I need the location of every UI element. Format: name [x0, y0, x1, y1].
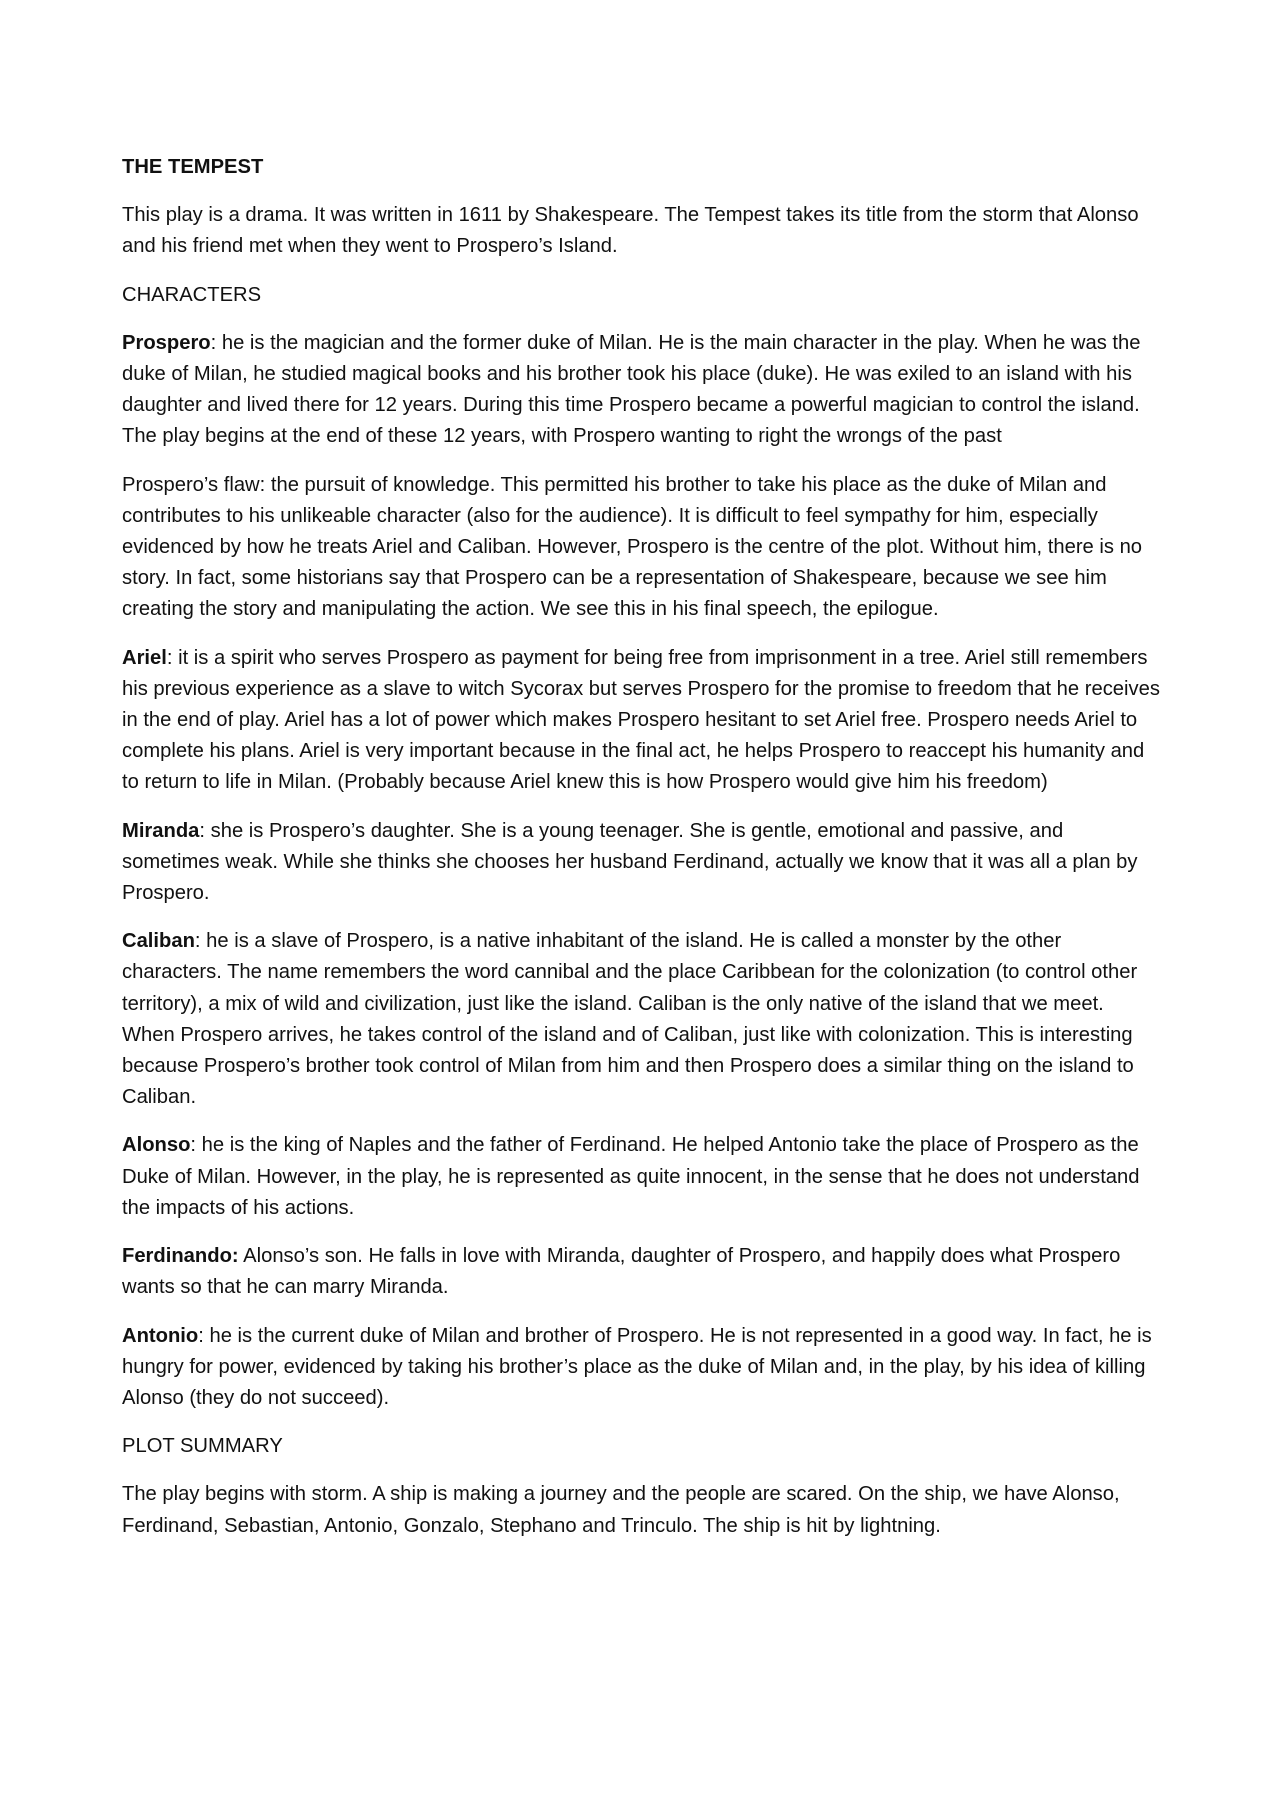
character-description-antonio: he is the current duke of Milan and brother of Prospero. He is not represented in a good way. In fact, he is hungry for power, evidenced by taking his brother’s place as the duke of Milan and, in the play, by his idea of killing Alonso (they do not succeed).	[122, 1324, 1152, 1409]
character-name-miranda: Miranda	[122, 819, 200, 842]
character-paragraph-alonso	[122, 1130, 1162, 1224]
intro-paragraph: This play is a drama. It was written in 1611 by Shakespeare. The Tempest takes its title from the storm that Alonso and his friend met when they went to Prospero’s Island.	[122, 204, 1139, 258]
character-name-caliban: Caliban	[122, 930, 195, 953]
character-separator: :	[190, 1134, 202, 1157]
character-paragraph-ariel	[122, 643, 1162, 799]
character-paragraph-miranda	[122, 816, 1162, 910]
document-title: THE TEMPEST	[122, 156, 264, 178]
character-description-ariel: it is a spirit who serves Prospero as payment for being free from imprisonment in a tree. Ariel still remembers his previous experience as a slave to witch Sycorax but serves Prospero for the promise to freedom that he receives in the end of play. Ariel has a lot of power which makes Prospero hesitant to set Ariel free. Prospero needs Ariel to complete his plans. Ariel is very important because in the final act, he helps Prospero to reaccept his humanity and to return to life in Milan. (Probably because Ariel knew this is how Prospero would give him his freedom)	[122, 646, 1160, 794]
character-separator: :	[198, 1324, 210, 1347]
character-separator: :	[166, 646, 179, 669]
character-name-prospero: Prospero	[122, 331, 211, 354]
prospero-flaw-paragraph: Prospero’s flaw: the pursuit of knowledge. This permitted his brother to take his place as the duke of Milan and contributes to his unlikeable character (also for the audience). It is difficult to feel sympathy for him, especially evidenced by how he treats Ariel and Caliban. However, Prospero is the centre of the plot. Without him, there is no story. In fact, some historians say that Prospero can be a representation of Shakespeare, because we see him creating the story and manipulating the action. We see this in his final speech, the epilogue.	[122, 473, 1143, 621]
character-description-caliban: he is a slave of Prospero, is a native inhabitant of the island. He is called a monster by the other characters. The name remembers the word cannibal and the place Caribbean for the colonization (to control other territory), a mix of wild and civilization, just like the island. Caliban is the only native of the island that we meet. When Prospero arrives, he takes control of the island and of Caliban, just like with colonization. This is interesting because Prospero’s brother took control of Milan from him and then Prospero does a similar thing on the island to Caliban.	[122, 930, 1138, 1109]
character-description-alonso: he is the king of Naples and the father of Ferdinand. He helped Antonio take the place of Prospero as the Duke of Milan. However, in the play, he is represented as quite innocent, in the sense that he does not understand the impacts of his actions.	[122, 1134, 1140, 1219]
character-paragraph-caliban	[122, 926, 1162, 1113]
character-name-ariel: Ariel	[122, 646, 167, 669]
character-description-ferdinando: Alonso’s son. He falls in love with Miranda, daughter of Prospero, and happily does what Prospero wants so that he can marry Miranda.	[122, 1245, 1121, 1299]
plot-summary-heading: PLOT SUMMARY	[122, 1435, 283, 1458]
character-separator: :	[194, 930, 207, 953]
character-description-prospero: he is the magician and the former duke of Milan. He is the main character in the play. When he was the duke of Milan, he studied magical books and his brother took his place (duke). He was exiled to an island with his daughter and lived there for 12 years. During this time Prospero became a powerful magician to control the island. The play begins at the end of these 12 years, with Prospero wanting to right the wrongs of the past	[122, 331, 1141, 448]
character-name-alonso: Alonso	[122, 1134, 191, 1157]
plot-summary-paragraph: The play begins with storm. A ship is making a journey and the people are scared. On the ship, we have Alonso, Ferdinand, Sebastian, Antonio, Gonzalo, Stephano and Trinculo. The ship is hit by lightning.	[122, 1483, 1120, 1537]
character-name-antonio: Antonio	[122, 1324, 199, 1347]
character-separator: :	[199, 819, 211, 842]
document-body	[122, 152, 1162, 1559]
character-name-ferdinando: Ferdinando:	[122, 1245, 239, 1268]
character-paragraph-prospero	[122, 328, 1162, 453]
character-paragraph-ferdinando	[122, 1241, 1162, 1303]
character-paragraph-antonio	[122, 1321, 1162, 1415]
character-description-miranda: she is Prospero’s daughter. She is a young teenager. She is gentle, emotional and passive, and sometimes weak. While she thinks she chooses her husband Ferdinand, actually we know that it was all a plan by Prospero.	[122, 819, 1138, 905]
character-separator: :	[210, 331, 222, 354]
characters-heading: CHARACTERS	[122, 283, 262, 306]
